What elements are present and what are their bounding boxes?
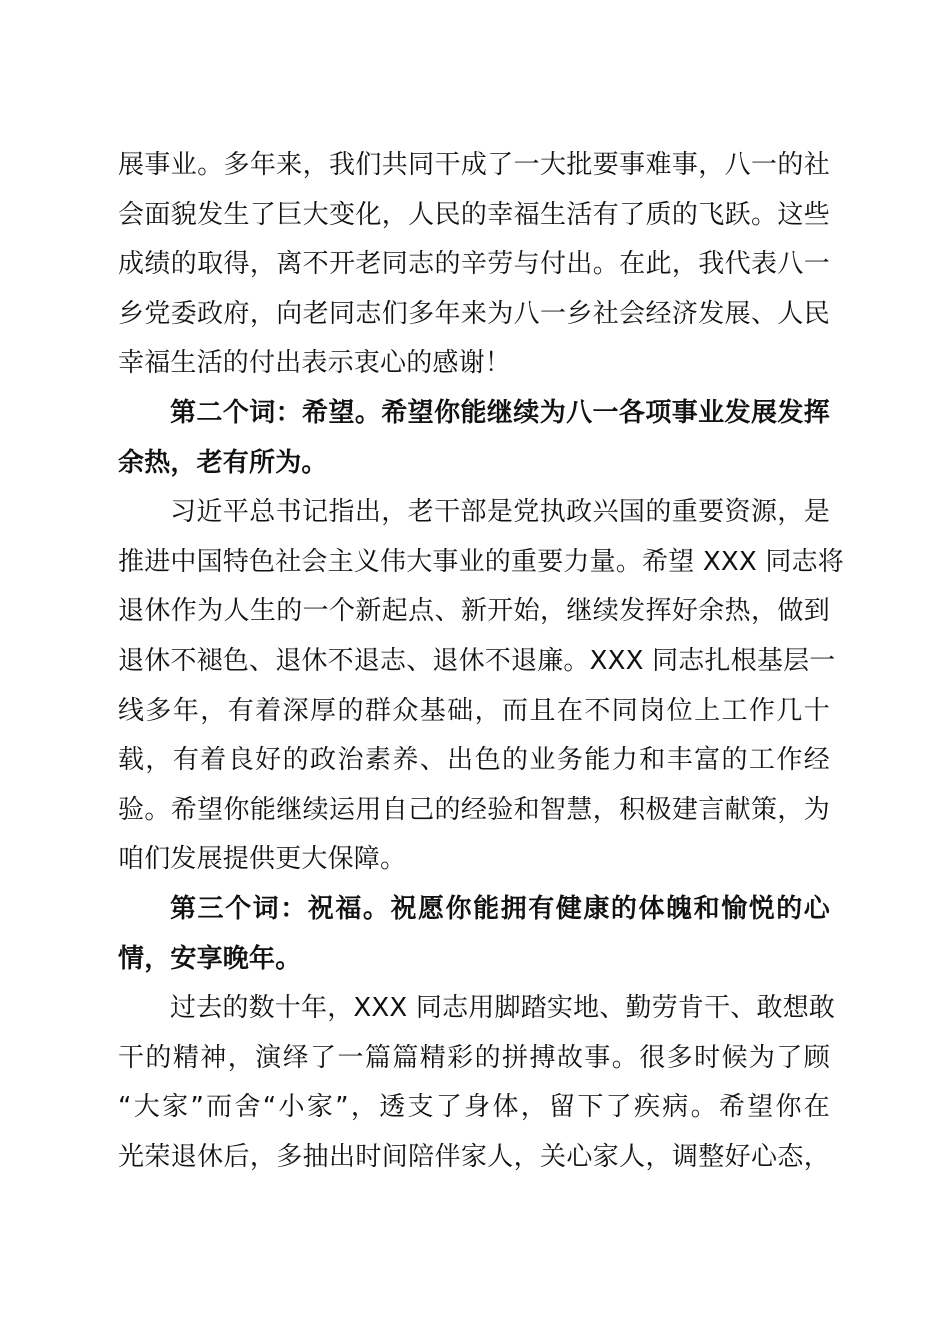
paragraph-line: 会面貌发生了巨大变化，人民的幸福生活有了质的飞跃。这些 (118, 199, 830, 230)
section-heading-line: 第三个词：祝福。祝愿你能拥有健康的体魄和愉悦的心 (170, 894, 830, 924)
paragraph-line: 咱们发展提供更大保障。 (118, 844, 407, 875)
paragraph-line: 载，有着良好的政治素养、出色的业务能力和丰富的工作经 (118, 745, 830, 776)
section-heading-line: 余热，老有所为。 (118, 447, 328, 478)
paragraph-line: 线多年，有着深厚的群众基础，而且在不同岗位上工作几十 (118, 695, 830, 726)
paragraph-line: 光荣退休后，多抽出时间陪伴家人，关心家人，调整好心态， (118, 1142, 830, 1172)
paragraph-line: 习近平总书记指出，老干部是党执政兴国的重要资源，是 (170, 497, 830, 528)
paragraph-line: 退休作为人生的一个新起点、新开始，继续发挥好余热，做到 (118, 596, 830, 627)
paragraph-line: 验。希望你能继续运用自己的经验和智慧，积极建言献策，为 (118, 794, 830, 825)
paragraph-line: 干的精神，演绎了一篇篇精彩的拼搏故事。很多时候为了顾 (118, 1042, 830, 1073)
paragraph-line: 成绩的取得，离不开老同志的辛劳与付出。在此，我代表八一 (118, 249, 830, 280)
paragraph-line: “大家”而舍“小家”，透支了身体，留下了疾病。希望你在 (118, 1092, 830, 1123)
paragraph-line: 退休不褪色、退休不退志、退休不退廉。XXX 同志扎根基层一 (118, 646, 836, 676)
section-heading-line: 情，安享晚年。 (118, 943, 302, 974)
paragraph-line: 乡党委政府，向老同志们多年来为八一乡社会经济发展、人民 (118, 298, 830, 329)
paragraph-line: 推进中国特色社会主义伟大事业的重要力量。希望 XXX 同志将 (118, 546, 844, 577)
paragraph-line: 幸福生活的付出表示衷心的感谢！ (118, 348, 512, 379)
paragraph-line: 展事业。多年来，我们共同干成了一大批要事难事，八一的社 (118, 150, 830, 180)
section-heading-line: 第二个词：希望。希望你能继续为八一各项事业发展发挥 (170, 398, 830, 428)
paragraph-line: 过去的数十年，XXX 同志用脚踏实地、勤劳肯干、敢想敢 (170, 993, 836, 1024)
